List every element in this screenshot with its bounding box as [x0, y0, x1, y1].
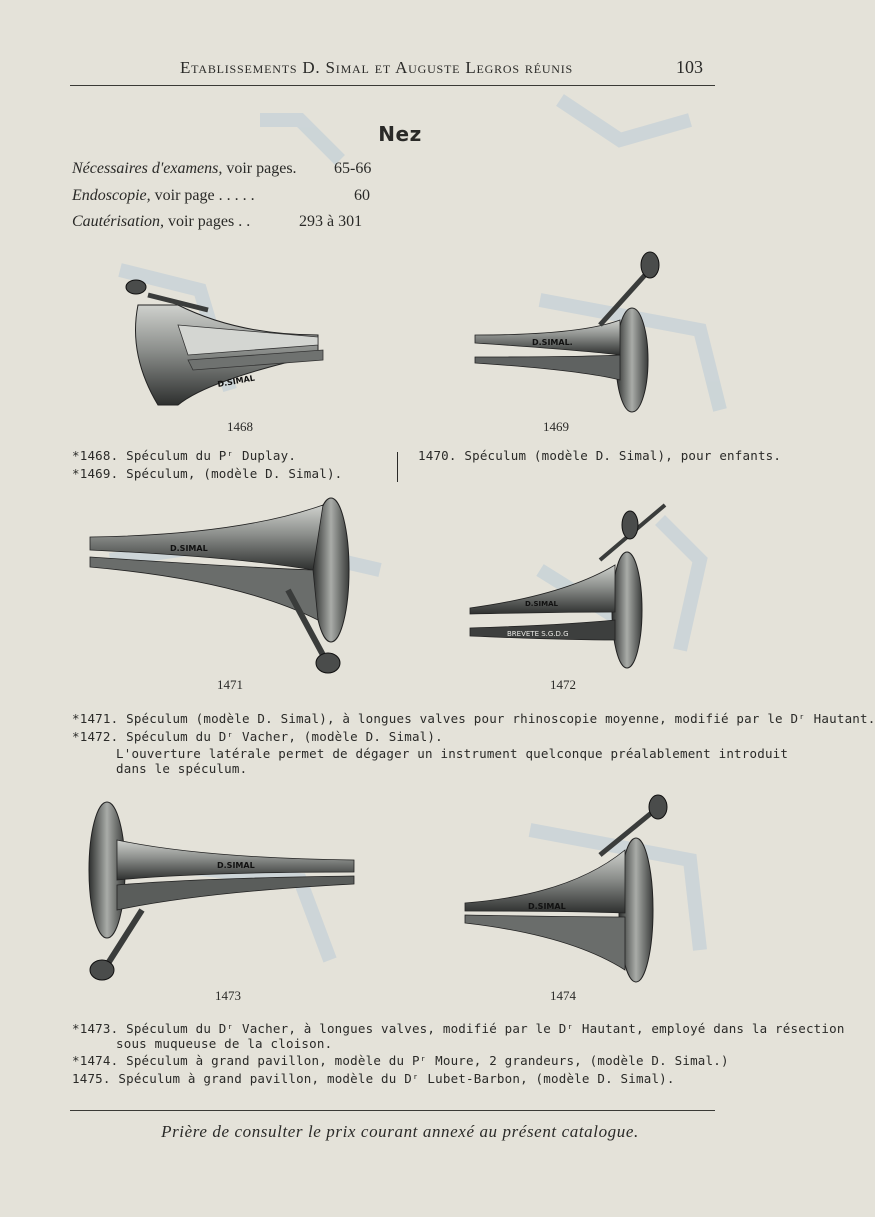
reference-text: voir pages . . [168, 213, 251, 230]
caption-line [72, 729, 443, 744]
nasal-speculum-long-valves-icon [88, 495, 363, 680]
figure-number: 1473 [215, 988, 241, 1003]
reference-pages: 293 à 301 [299, 213, 363, 230]
figure-number: 1472 [550, 677, 576, 692]
caption-line [418, 448, 781, 463]
item-number: 1475. [72, 1071, 111, 1086]
engraving-mark: D.SIMAL. [532, 338, 573, 347]
item-number: *1474. [72, 1053, 119, 1068]
item-description: dans le spéculum. [116, 761, 248, 776]
caption-line [116, 761, 247, 776]
item-number: *1471. [72, 711, 119, 726]
item-description: Spéculum à grand pavillon, modèle du Pʳ Moure, 2 grandeurs, (modèle D. Simal.) [126, 1053, 729, 1068]
figure-1474 [460, 795, 670, 985]
page-number: 103 [676, 57, 703, 77]
figure-number: 1471 [217, 677, 243, 692]
figure-1471 [88, 495, 363, 680]
reference-pages: 65-66 [334, 160, 372, 177]
caption-line [72, 1071, 675, 1086]
nasal-speculum-grand-pavillon-icon [460, 795, 670, 985]
column-divider [397, 452, 398, 482]
nasal-speculum-long-valves-hautant-icon [82, 800, 362, 985]
item-number: 1470. [418, 448, 457, 463]
figure-number: 1468 [227, 419, 253, 434]
header-rule [70, 85, 715, 86]
reference-topic: Endoscopie, [72, 187, 151, 204]
reference-pages: 60 [354, 187, 370, 204]
reference-topic: Nécessaires d'examens, [72, 160, 223, 177]
reference-line [72, 160, 297, 178]
engraving-mark: D.SIMAL [170, 544, 208, 553]
figure-1472 [465, 500, 675, 670]
item-description: Spéculum du Dʳ Vacher, à longues valves, modifié par le Dʳ Hautant, employé dans la résection [126, 1021, 845, 1036]
caption-line [72, 711, 875, 726]
item-description: Spéculum du Pʳ Duplay. [126, 448, 297, 463]
nasal-speculum-duplay-icon [118, 265, 328, 415]
engraving-mark: D.SIMAL [216, 373, 256, 389]
caption-line [72, 466, 342, 481]
item-number: *1468. [72, 448, 119, 463]
caption-line [116, 746, 788, 761]
caption-line [72, 1053, 729, 1068]
figure-1469 [470, 245, 670, 415]
footer-note: Prière de consulter le prix courant annexé au présent catalogue. [161, 1122, 639, 1141]
caption-line [72, 1021, 845, 1036]
footer-rule [70, 1110, 715, 1111]
engraving-mark: D.SIMAL [528, 902, 566, 911]
item-number: *1473. [72, 1021, 119, 1036]
item-description: Spéculum (modèle D. Simal), pour enfants. [464, 448, 782, 463]
reference-line [72, 187, 255, 205]
nasal-speculum-vacher-icon [465, 500, 675, 670]
engraving-mark: D.SIMAL [525, 600, 558, 608]
caption-line [116, 1036, 332, 1051]
running-header-title: Etablissements D. Simal et Auguste Legros réunis [180, 58, 574, 77]
item-number: *1472. [72, 729, 119, 744]
section-title: Nez [378, 122, 422, 146]
reference-text: voir page . . . . . [154, 187, 255, 204]
figure-number: 1474 [550, 988, 576, 1003]
item-description: L'ouverture latérale permet de dégager un instrument quelconque préalablement introduit [116, 746, 789, 761]
reference-line [72, 213, 250, 231]
figure-1468 [118, 265, 328, 415]
item-description: Spéculum, (modèle D. Simal). [126, 466, 343, 481]
nasal-speculum-simal-icon [470, 245, 670, 415]
caption-line [72, 448, 296, 463]
engraving-mark: D.SIMAL [217, 861, 255, 870]
item-description: Spéculum à grand pavillon, modèle du Dʳ Lubet-Barbon, (modèle D. Simal). [118, 1071, 675, 1086]
item-description: Spéculum (modèle D. Simal), à longues valves pour rhinoscopie moyenne, modifié par le Dʳ Hautant. [126, 711, 875, 726]
reference-text: voir pages. [226, 160, 297, 177]
figure-1473 [82, 800, 362, 985]
engraving-mark: BREVETE S.G.D.G [507, 630, 569, 638]
item-description: Spéculum du Dʳ Vacher, (modèle D. Simal). [126, 729, 443, 744]
item-description: sous muqueuse de la cloison. [116, 1036, 333, 1051]
reference-topic: Cautérisation, [72, 213, 165, 230]
figure-number: 1469 [543, 419, 569, 434]
item-number: *1469. [72, 466, 119, 481]
